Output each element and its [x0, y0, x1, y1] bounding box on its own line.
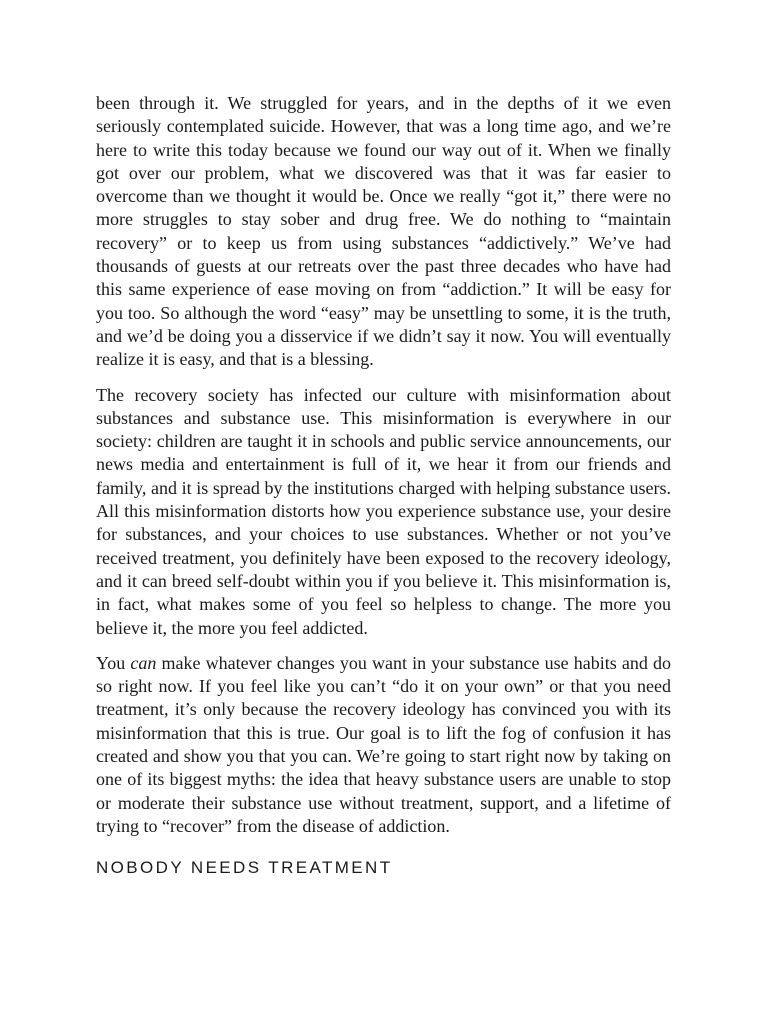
paragraph-1-text: been through it. We struggled for years, and in the depths of it we even seriously contemplated suicide. However, that was a long time ago, and we’re here to write this today because we found our way out of it. When we finally got over our problem, what we discovered was that it was far easier to overcome than we thought it would be. Once we really “got it,” there were no more struggles to stay sober and drug free. We do nothing to “maintain recovery” or to keep us from using substances “addictively.” We’ve had thousands of guests at our retreats over the past three decades who have had this same experience of ease moving on from “addiction.” It will be easy for you too. So although the word “easy” may be unsettling to some, it is the truth, and we’d be doing you a disservice if we didn’t say it now. You will eventually realize it is easy, and that is a blessing. — [96, 93, 671, 370]
paragraph-3-emphasis: can — [130, 652, 157, 673]
paragraph-2 — [96, 384, 671, 640]
paragraph-3 — [96, 652, 671, 838]
paragraph-1 — [96, 92, 671, 372]
paragraph-3-text-start: You — [96, 652, 131, 673]
paragraph-2-text: The recovery society has infected our culture with misinformation about substances and substance use. This misinformation is everywhere in our society: children are taught it in schools and public service announcements, our news media and entertainment is full of it, we hear it from our friends and family, and it is spread by the institutions charged with helping substance users. All this misinformation distorts how you experience substance use, your desire for substances, and your choices to use substances. Whether or not you’ve received treatment, you definitely have been exposed to the recovery ideology, and it can breed self-doubt within you if you believe it. This misinformation is, in fact, what makes some of you feel so helpless to change. The more you believe it, the more you feel addicted. — [96, 384, 671, 638]
section-heading: NOBODY NEEDS TREATMENT — [96, 858, 393, 878]
paragraph-3-text-end: make whatever changes you want in your substance use habits and do so right now. If you feel like you can’t “do it on your own” or that you need treatment, it’s only because the recovery ideology has convinced you with its misinformation that this is true. Our goal is to lift the fog of confusion it has created and show you that you can. We’re going to start right now by taking on one of its biggest myths: the idea that heavy substance users are unable to stop or moderate their substance use without treatment, support, and a lifetime of trying to “recover” from the disease of addiction. — [96, 652, 672, 836]
book-page — [96, 92, 671, 879]
